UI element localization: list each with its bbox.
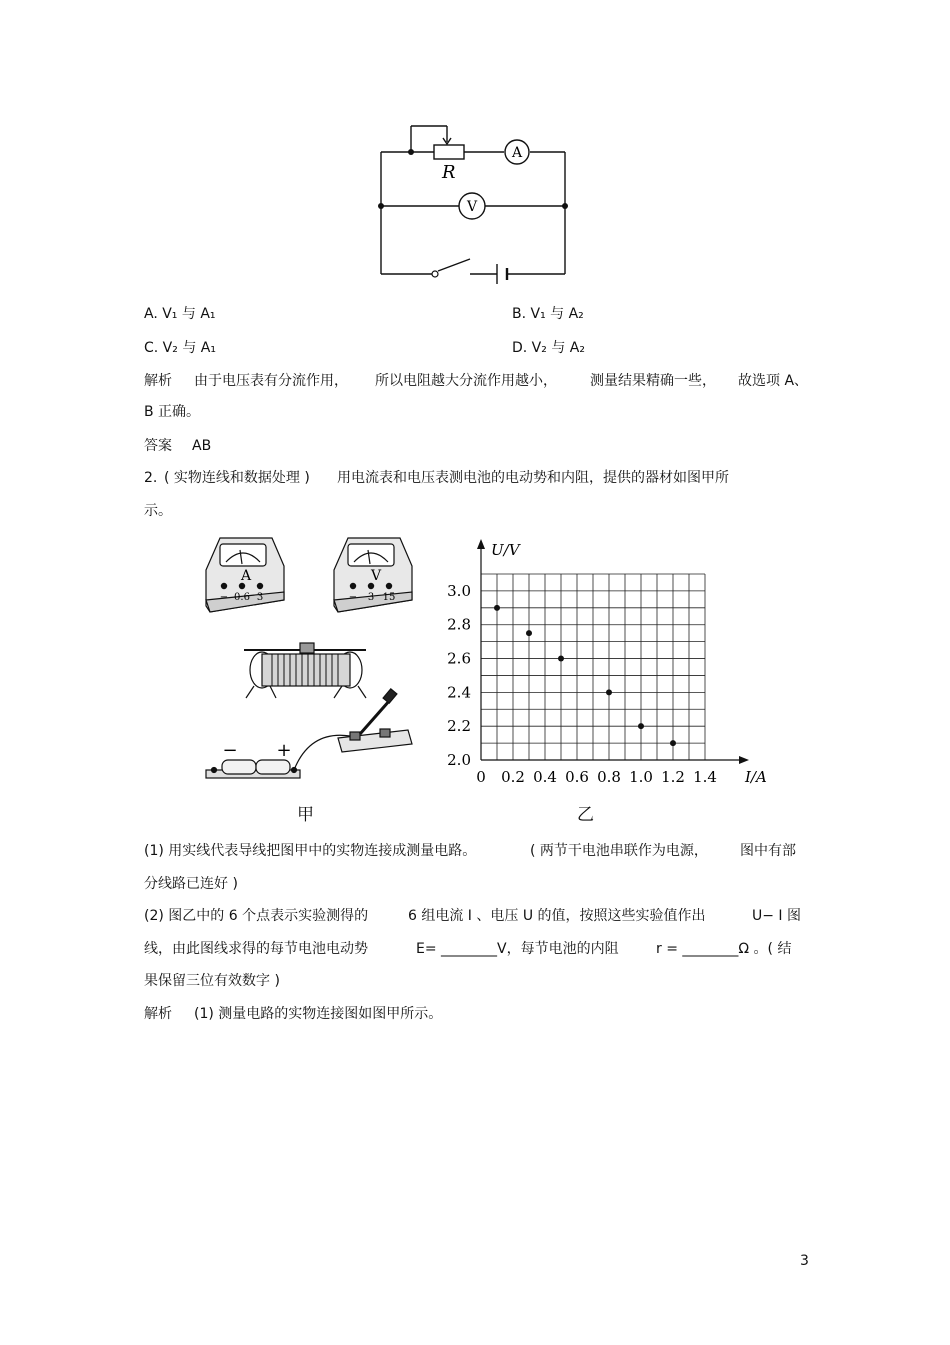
figure-jia-caption: 甲 [297, 805, 314, 825]
y-tick-label: 3.0 [447, 581, 471, 600]
circuit-diagram [370, 118, 580, 282]
analysis-text-5: B 正确。 [144, 404, 201, 420]
data-point [526, 630, 532, 636]
y-tick-label: 2.6 [447, 649, 471, 668]
x-tick-label: 0 [476, 768, 486, 786]
page-number: 3 [800, 1253, 809, 1269]
x-tick-label: 0.8 [597, 768, 621, 786]
part-2-text-e: E= ________V，每节电池的内阻 [416, 941, 619, 957]
part-1-text-b: ( 两节干电池串联作为电源， [530, 843, 708, 859]
switch-symbol [438, 259, 470, 271]
part-2-text-a: (2) 图乙中的 6 个点表示实验测得的 [144, 908, 369, 924]
x-tick-label: 0.4 [533, 768, 557, 786]
apparatus-figure [200, 530, 425, 790]
y-tick-label: 2.4 [447, 683, 471, 702]
y-axis-arrow [477, 539, 485, 549]
analysis-label: 解析 [144, 373, 172, 389]
part-2-text-f: r = ________Ω 。( 结 [656, 941, 792, 957]
part-1-text-a: (1) 用实线代表导线把图甲中的实物连接成测量电路。 [144, 843, 477, 859]
analysis-text-1: 由于电压表有分流作用， [194, 373, 348, 389]
voltmeter-terminal-15: 15 [382, 592, 396, 603]
x-tick-label: 1.2 [661, 768, 685, 786]
resistor-label: R [442, 162, 456, 183]
figure-yi-caption: 乙 [577, 805, 594, 825]
data-point [606, 689, 612, 695]
battery-plus-label: + [276, 740, 292, 761]
part-2-text-d: 线，由此图线求得的每节电池电动势 [144, 941, 368, 957]
voltmeter-device-letter: V [370, 568, 382, 584]
question-2-text-cont: 示。 [144, 503, 172, 519]
y-axis-label: U/V [491, 541, 520, 559]
x-axis-label: I/A [745, 768, 767, 786]
ammeter-terminal-3: 3 [256, 592, 264, 603]
x-axis-arrow [739, 756, 749, 764]
data-point [670, 740, 676, 746]
x-tick-label: 0.6 [565, 768, 589, 786]
data-point [558, 656, 564, 662]
knife-switch [338, 689, 412, 752]
voltmeter-label: V [466, 199, 478, 215]
y-tick-label: 2.2 [447, 717, 471, 736]
ui-chart [420, 535, 767, 795]
option-c: C. V₂ 与 A₁ [144, 340, 216, 356]
data-point [494, 605, 500, 611]
ammeter-terminal-minus: − [219, 592, 229, 603]
answer-value: AB [192, 438, 212, 454]
y-tick-label: 2.8 [447, 615, 471, 634]
analysis-text-4: 故选项 A、 [738, 373, 809, 389]
answer-label: 答案 [144, 438, 172, 454]
y-tick-label: 2.0 [447, 751, 471, 769]
part-2-text-b: 6 组电流 I 、电压 U 的值，按照这些实验值作出 [408, 908, 706, 924]
x-tick-label: 1.0 [629, 768, 653, 786]
analysis-text-3: 测量结果精确一些， [590, 373, 716, 389]
ammeter-terminal-06: 0.6 [234, 592, 250, 603]
option-b: B. V₁ 与 A₂ [512, 306, 584, 322]
option-a: A. V₁ 与 A₁ [144, 306, 216, 322]
question-2-number: 2. [144, 470, 158, 486]
ammeter-label: A [511, 145, 523, 161]
ammeter-device-letter: A [240, 568, 252, 584]
q2-analysis-text: (1) 测量电路的实物连接图如图甲所示。 [194, 1006, 443, 1022]
battery-minus-label: − [222, 740, 238, 761]
part-2-text-c: U− I 图 [752, 908, 802, 924]
part-2-text-g: 果保留三位有效数字 ) [144, 973, 280, 989]
data-point [638, 723, 644, 729]
part-1-text-d: 分线路已连好 ) [144, 876, 238, 892]
voltmeter-terminal-3: 3 [367, 592, 375, 603]
question-2-text: 用电流表和电压表测电池的电动势和内阻，提供的器材如图甲所 [337, 470, 729, 486]
voltmeter-terminal-minus: − [348, 592, 358, 603]
rheostat-device [244, 643, 366, 698]
analysis-text-2: 所以电阻越大分流作用越小， [375, 373, 557, 389]
part-1-text-c: 图中有部 [740, 843, 796, 859]
x-tick-label: 1.4 [693, 768, 717, 786]
question-2-tag: ( 实物连线和数据处理 ) [164, 470, 310, 486]
option-d: D. V₂ 与 A₂ [512, 340, 585, 356]
resistor-symbol [434, 145, 464, 159]
x-tick-label: 0.2 [501, 768, 525, 786]
q2-analysis-label: 解析 [144, 1006, 172, 1022]
